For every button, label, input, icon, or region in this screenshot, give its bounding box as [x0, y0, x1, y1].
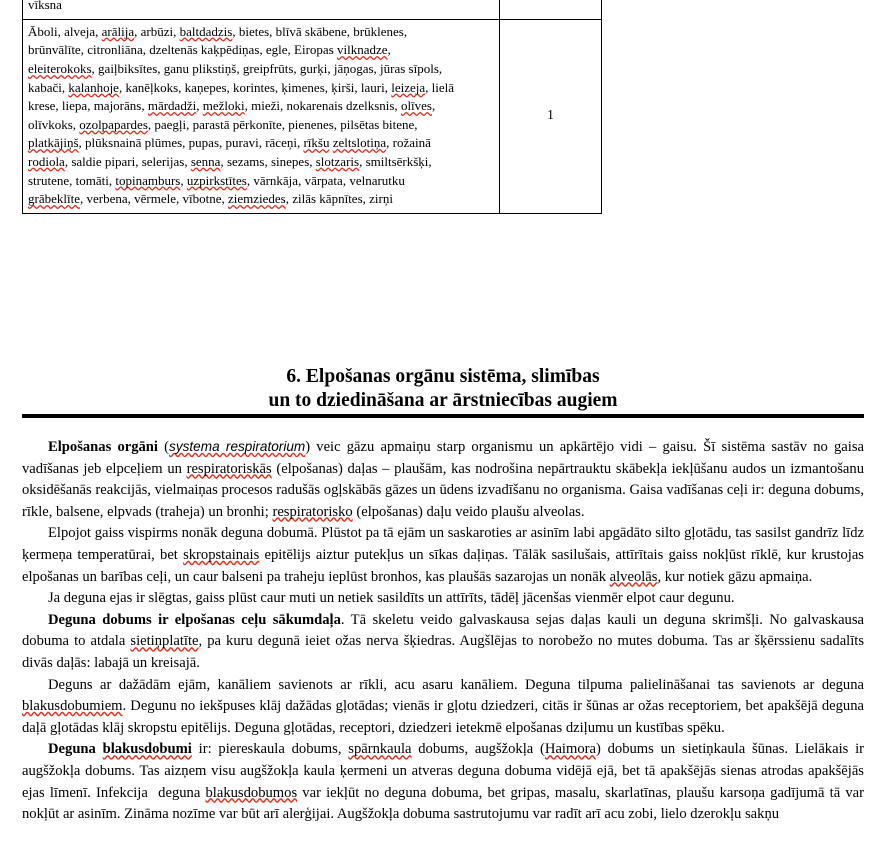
plant-names-line: Āboli, alveja, arālija, arbūzi, baltdadzis, bietes, blīvā skābene, brūklenes,	[28, 23, 408, 39]
paragraph-paranasal-sinuses: Deguna blakusdobumi ir: piereskaula dobums, spārnkaula dobums, augšžokļa (Haimora) dobums un sietiņkaula šūnas. Lielākais ir augšžokļa dobums. Tas aizņem visu augšžokļa kaula ķermeni un atveras deguna dobuma vidējā ejā, bet tā apakšējās sienas atrodas apakšējās ejas līmenī. Infekcija deguna blakusdobumos var iekļūt no deguna dobuma, bet gripas, masalu, skarlatīnas, plaušu karsoņa gadījumā tā var nokļūt ar asinīm. Zināma nozīme var būt arī alerģijai. Augšžokļa dobuma sastrutojumu var radīt arī acu zobi, lielo dzerokļu sakņu	[22, 741, 864, 823]
plant-list-table	[22, 0, 602, 214]
table-cell-plant-names	[23, 19, 500, 213]
table-row	[23, 19, 602, 213]
plant-names-line: eleiterokoks, gaiļbiksītes, ganu plikstiņš, greipfrūts, gurķi, jāņogas, jūras sīpols,	[28, 60, 443, 76]
paragraph-nasal-cavity: Deguna dobums ir elpošanas ceļu sākumdaļa. Tā skeletu veido galvaskausa sejas daļas kauli un deguna skrimšļi. No galvaskausa dobuma to atdala sietiņplatīte, pa kuru degunā ieiet ožas nerva šķiedras. Augšlējas to norobežo no mutes dobuma. Tas ar šķērssienu sadalīts divās daļās: labajā un kreisajā.	[22, 611, 865, 671]
plant-names-line: vīksna	[28, 0, 62, 13]
heading-horizontal-rule	[22, 414, 864, 418]
paragraph-breathing-path: Elpojot gaiss vispirms nonāk deguna dobumā. Plūstot pa tā ejām un saskaroties ar asinīm labi apgādāto silto gļotādu, tas sasilst gandrīz līdz ķermeņa temperatūrai, bet skropstainais epitēlijs aiztur putekļus un sīkas daļiņas. Tālāk sasilušais, attīrītais gaiss nokļūst rīklē, kur krustojas elpošanas un barības ceļi, un caur balseni pa traheju ieplūst bronhos, kas plaušās sazarojas un nonāk alveolās, kur notiek gāzu apmaiņa.	[22, 525, 864, 585]
chapter-heading-line-1: 6. Elpošanas orgānu sistēma, slimības	[286, 366, 600, 387]
paragraph-lead-in: Deguna dobums ir elpošanas ceļu sākumdaļa	[48, 611, 341, 628]
body-text-block	[22, 436, 864, 826]
chapter-heading	[22, 365, 864, 412]
plant-names-line: platkājiņš, plūksnainā plūmes, pupas, puravi, rāceņi, rīkšu zeltslotiņa, rožainā	[28, 135, 431, 151]
chapter-heading-line-2: un to dziedināšana ar ārstniecības augiem	[268, 389, 618, 411]
plant-names-line: rodiola, saldie pipari, selerijas, senna, sezams, sinepes, slotzaris, smiltsērkšķi,	[28, 153, 432, 169]
paragraph-respiratory-intro: Elpošanas orgāni (systema respiratorium) veic gāzu apmaiņu starp organismu un apkārtējo vidi – gaisu. Šī sistēma sastāv no gaisa vadīšanas jeb elpceļiem un respiratoriskās (elpošanas) daļas – plaušām, kas nodrošina nepārtrauktu skābekļa iekļūšanu audos un izmantošanu oksidēšanās reakcijās, vielmaiņas procesos radušās ogļskābās gāzes un ūdens izvadīšanu no organisma. Gaisa vadīšanas ceļi ir: deguna dobums, rīkle, balsene, elpvads (traheja) un bronhi; respiratorisko (elpošanas) daļu veido plaušu alveolas.	[22, 439, 864, 520]
paragraph-lead-in: Elpošanas orgāni	[48, 439, 158, 455]
table-row	[23, 0, 602, 19]
paragraph-lead-in: Deguna blakusdobumi	[48, 741, 192, 758]
table-cell-plant-names	[23, 0, 500, 19]
plant-names-line: olīvkoks, ozolpapardes, paegļi, parastā pērkonīte, pienenes, pilsētas bitene,	[28, 116, 418, 132]
paragraph-nose-blocked: Ja deguna ejas ir slēgtas, gaiss plūst caur muti un netiek sasildīts un attīrīts, tādēļ jācenšas vienmēr elpot caur degunu.	[48, 590, 735, 607]
plant-names-line: kabači, kalanhoje, kanēļkoks, kaņepes, korintes, ķimenes, ķirši, lauri, leizeja, lielā	[28, 79, 455, 95]
plant-names-line: grābeklīte, verbena, vērmele, vībotne, ziemziedes, zilās kāpnītes, zirņi	[28, 191, 393, 207]
table-body	[23, 0, 602, 213]
table-cell-number	[500, 0, 602, 19]
latin-term: systema respiratorium	[169, 439, 306, 454]
table-cell-number: 1	[500, 19, 602, 213]
plant-names-line: strutene, tomāti, topinamburs, uzpirkstītes, vārnkāja, vārpata, velnarutku	[28, 172, 405, 188]
paragraph-nose-connections: Deguns ar dažādām ejām, kanāliem savienots ar rīkli, acu asaru kanāliem. Deguna tilpuma palielināšanai tas savienots ar deguna blakusdobumiem. Degunu no iekšpuses klāj dažādas gļotādas; vienās ir gļotu dziedzeri, citās ir šūnas ar ožas receptoriem, bet apakšējā deguna daļā gļotādas klāj skropstu epitēlijs. Deguna gļotādas, receptori, dziedzeri ietekmē elpošanas dziļumu un kustības spēku.	[22, 676, 864, 736]
plant-names-line: krese, liepa, majorāns, mārdadži, mežloki, mieži, nokarenais dzelksnis, olīves,	[28, 98, 436, 114]
plant-names-line: brūnvālīte, citronliāna, dzeltenās kaķpēdiņas, egle, Eiropas vilknadze,	[28, 42, 391, 58]
